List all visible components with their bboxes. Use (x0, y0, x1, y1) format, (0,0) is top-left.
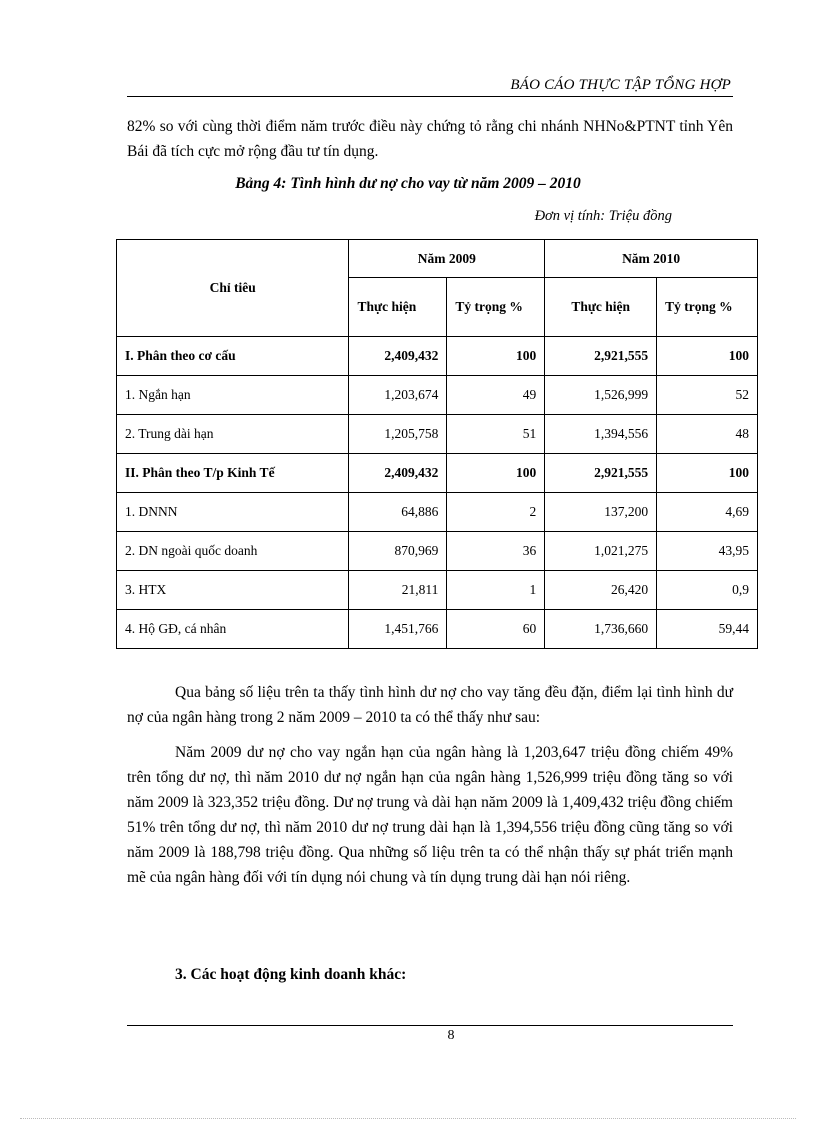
row-share-2010: 100 (657, 337, 758, 376)
table-unit: Đơn vị tính: Triệu đồng (534, 208, 672, 224)
analysis-paragraph-1: Qua bảng số liệu trên ta thấy tình hình dư nợ cho vay tăng đều đặn, điểm lại tình hình dư nợ của ngân hàng trong 2 năm 2009 – 2010 ta có thể thấy như sau: (127, 684, 733, 726)
header-actual-2010: Thực hiện (545, 278, 657, 337)
header-year-2010: Năm 2010 (545, 240, 758, 278)
row-share-2010: 59,44 (657, 610, 758, 649)
row-share-2009: 2 (447, 493, 545, 532)
header-actual-2009: Thực hiện (349, 278, 447, 337)
row-actual-2010: 2,921,555 (545, 454, 657, 493)
row-label: 2. DN ngoài quốc doanh (117, 532, 349, 571)
section-heading: 3. Các hoạt động kinh doanh khác: (175, 966, 407, 983)
header-year-2009: Năm 2009 (349, 240, 545, 278)
header-share-2009: Tỷ trọng % (447, 278, 545, 337)
header-rule (127, 96, 733, 97)
page-number: 8 (447, 1028, 455, 1043)
table-caption: Bảng 4: Tình hình dư nợ cho vay từ năm 2009 – 2010 (235, 175, 581, 192)
row-label: 2. Trung dài hạn (117, 415, 349, 454)
row-actual-2010: 26,420 (545, 571, 657, 610)
row-share-2009: 51 (447, 415, 545, 454)
table-row (117, 415, 758, 454)
row-share-2010: 52 (657, 376, 758, 415)
row-actual-2009: 64,886 (349, 493, 447, 532)
table-row (117, 454, 758, 493)
table-row (117, 493, 758, 532)
row-actual-2009: 1,205,758 (349, 415, 447, 454)
row-share-2009: 100 (447, 337, 545, 376)
row-actual-2009: 870,969 (349, 532, 447, 571)
row-share-2009: 49 (447, 376, 545, 415)
row-actual-2010: 1,394,556 (545, 415, 657, 454)
row-label: 4. Hộ GĐ, cá nhân (117, 610, 349, 649)
table-row (117, 337, 758, 376)
row-share-2010: 0,9 (657, 571, 758, 610)
row-actual-2009: 1,451,766 (349, 610, 447, 649)
analysis-paragraph-2: Năm 2009 dư nợ cho vay ngắn hạn của ngân hàng là 1,203,647 triệu đồng chiếm 49% trên tổng dư nợ, thì năm 2010 dư nợ ngắn hạn của ngân hàng 1,526,999 triệu đồng tăng so với năm 2009 là 323,352 triệu đồng. Dư nợ trung và dài hạn năm 2009 là 1,409,432 triệu đồng chiếm 51% trên tổng dư nợ, thì năm 2010 dư nợ trung dài hạn là 1,394,556 triệu đồng cũng tăng so với năm 2009 là 188,798 triệu đồng. Qua những số liệu trên ta có thể nhận thấy sự phát triển mạnh mẽ của ngân hàng đối với tín dụng nói chung và tín dụng trung dài hạn nói riêng. (127, 744, 733, 886)
table-row (117, 376, 758, 415)
table-row (117, 532, 758, 571)
row-label: I. Phân theo cơ cấu (117, 337, 349, 376)
row-label: 3. HTX (117, 571, 349, 610)
row-share-2009: 60 (447, 610, 545, 649)
table-row (117, 571, 758, 610)
row-share-2010: 43,95 (657, 532, 758, 571)
table-row (117, 610, 758, 649)
row-share-2009: 36 (447, 532, 545, 571)
header-title: BÁO CÁO THỰC TẬP TỔNG HỢP (510, 77, 731, 93)
row-actual-2009: 2,409,432 (349, 337, 447, 376)
header-indicator: Chỉ tiêu (117, 240, 349, 337)
row-actual-2009: 2,409,432 (349, 454, 447, 493)
page-edge-divider (20, 1118, 796, 1119)
row-label: II. Phân theo T/p Kinh Tế (117, 454, 349, 493)
row-label: 1. Ngắn hạn (117, 376, 349, 415)
row-actual-2010: 1,736,660 (545, 610, 657, 649)
row-actual-2009: 1,203,674 (349, 376, 447, 415)
row-share-2010: 100 (657, 454, 758, 493)
row-actual-2010: 1,021,275 (545, 532, 657, 571)
row-actual-2010: 2,921,555 (545, 337, 657, 376)
footer-rule (127, 1025, 733, 1026)
row-share-2010: 48 (657, 415, 758, 454)
row-share-2009: 100 (447, 454, 545, 493)
loan-table (116, 239, 758, 649)
row-share-2009: 1 (447, 571, 545, 610)
row-actual-2010: 1,526,999 (545, 376, 657, 415)
row-label: 1. DNNN (117, 493, 349, 532)
intro-paragraph: 82% so với cùng thời điểm năm trước điều này chứng tỏ rằng chi nhánh NHNo&PTNT tỉnh Yên Bái đã tích cực mở rộng đầu tư tín dụng. (127, 118, 733, 160)
header-share-2010: Tỷ trọng % (657, 278, 758, 337)
row-actual-2009: 21,811 (349, 571, 447, 610)
row-share-2010: 4,69 (657, 493, 758, 532)
row-actual-2010: 137,200 (545, 493, 657, 532)
